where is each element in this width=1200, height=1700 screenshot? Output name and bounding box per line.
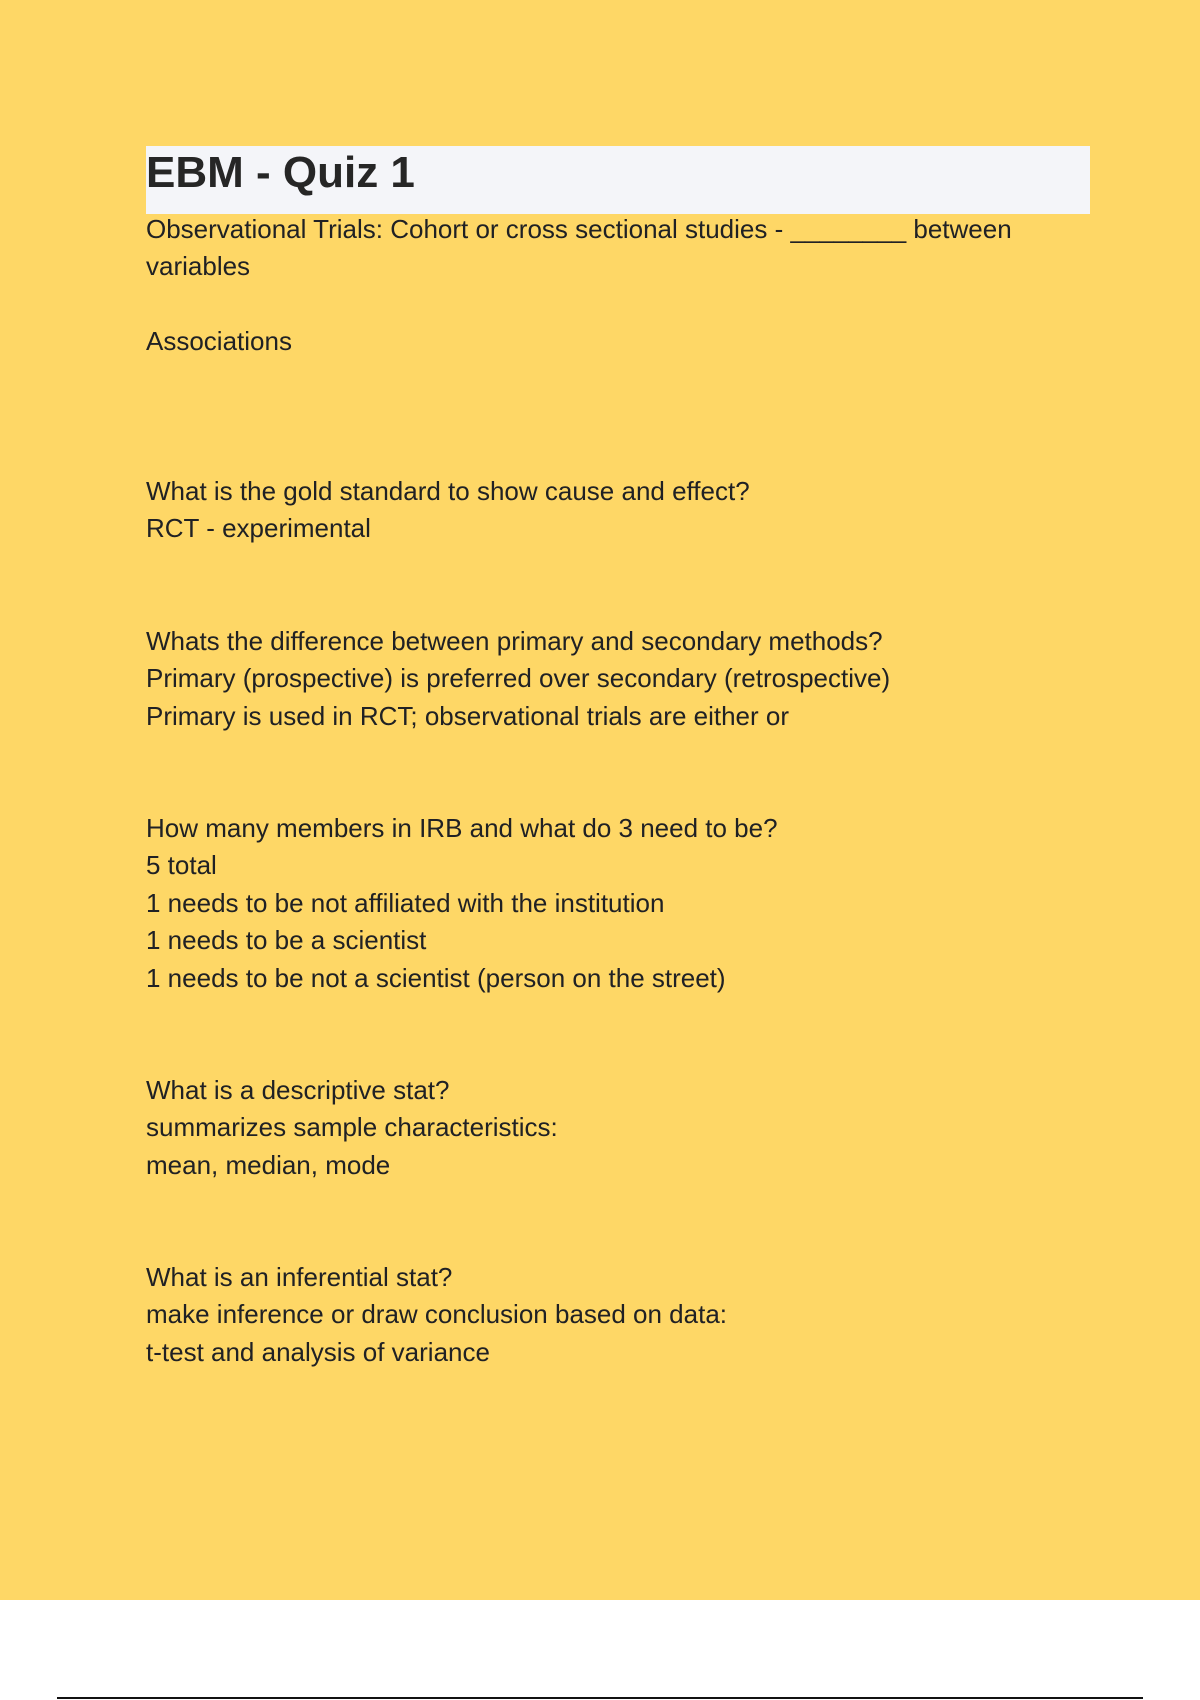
answer-line: 1 needs to be a scientist bbox=[146, 925, 427, 955]
answer-line: Primary is used in RCT; observational trials are either or bbox=[146, 701, 790, 731]
document-title: EBM - Quiz 1 bbox=[146, 148, 415, 197]
answer-line: Primary (prospective) is preferred over secondary (retrospective) bbox=[146, 663, 891, 693]
answer-line: 5 total bbox=[146, 850, 217, 880]
footer-divider bbox=[57, 1697, 1143, 1699]
question-line: Observational Trials: Cohort or cross sectional studies - ________ between bbox=[146, 214, 1012, 244]
question-line: Whats the difference between primary and secondary methods? bbox=[146, 626, 883, 656]
answer-line: mean, median, mode bbox=[146, 1150, 391, 1180]
question-line: What is a descriptive stat? bbox=[146, 1075, 450, 1105]
question-line: How many members in IRB and what do 3 need to be? bbox=[146, 813, 778, 843]
answer-line: Associations bbox=[146, 326, 292, 356]
answer-line: 1 needs to be not affiliated with the institution bbox=[146, 888, 665, 918]
answer-line: RCT - experimental bbox=[146, 513, 371, 543]
answer-line: 1 needs to be not a scientist (person on the street) bbox=[146, 963, 726, 993]
answer-line: make inference or draw conclusion based on data: bbox=[146, 1299, 728, 1329]
question-line: variables bbox=[146, 251, 251, 281]
answer-line: t-test and analysis of variance bbox=[146, 1337, 490, 1367]
question-line: What is the gold standard to show cause and effect? bbox=[146, 476, 750, 506]
question-line: What is an inferential stat? bbox=[146, 1262, 453, 1292]
answer-line: summarizes sample characteristics: bbox=[146, 1112, 558, 1142]
